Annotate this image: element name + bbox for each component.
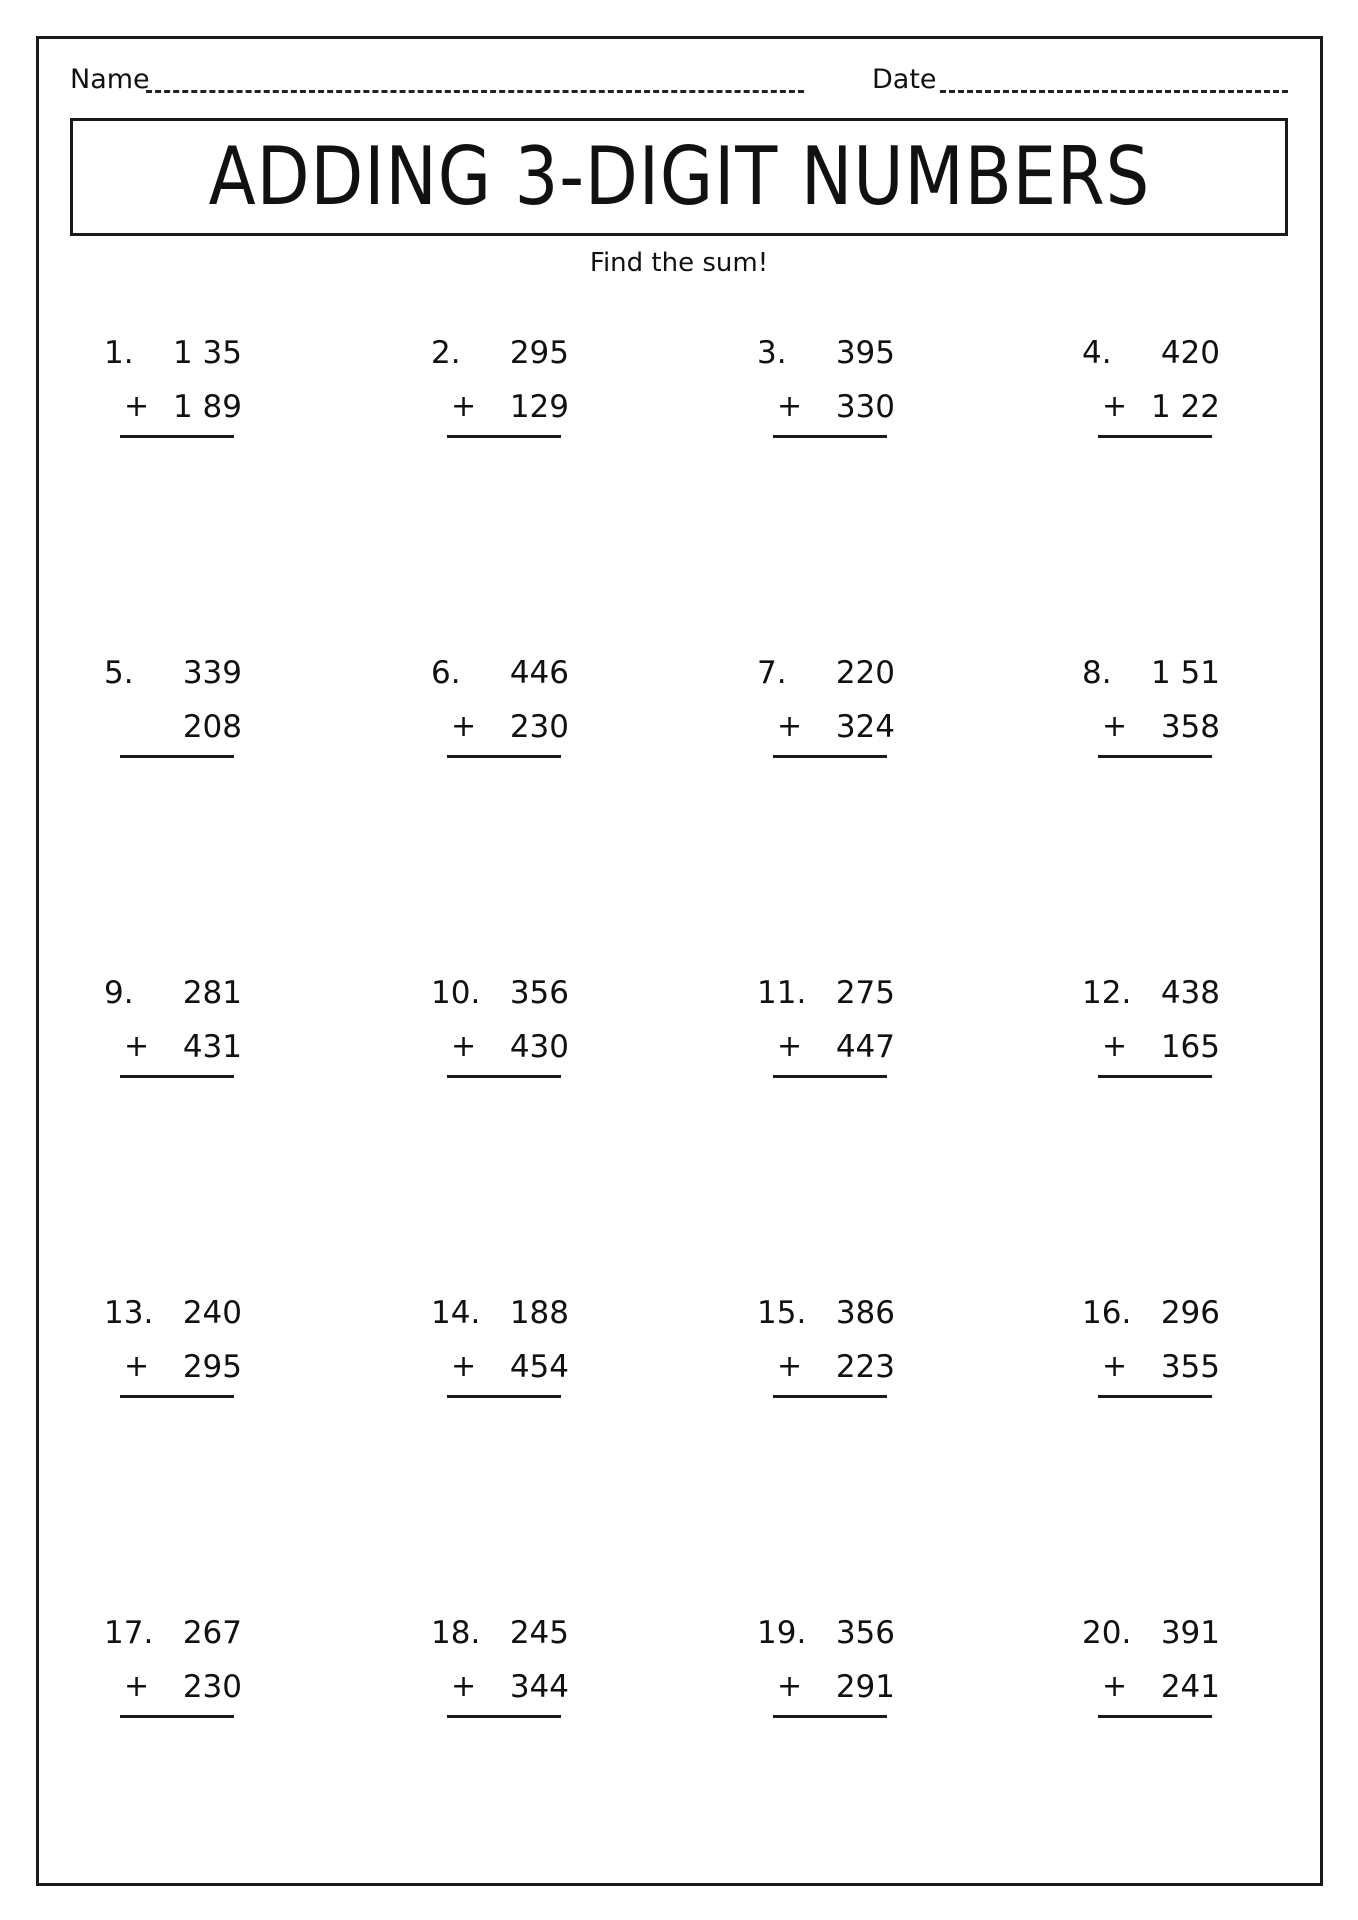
problem-number: 8. [1082, 655, 1112, 691]
plus-sign: + [777, 1029, 803, 1064]
page-title: ADDING 3-DIGIT NUMBERS [208, 130, 1150, 223]
plus-sign: + [1102, 709, 1128, 744]
addend-top: 295 [509, 335, 569, 371]
answer-line[interactable] [447, 1395, 561, 1398]
problem-18 [431, 1615, 691, 1755]
problem-12 [1082, 975, 1342, 1115]
plus-sign: + [124, 1669, 150, 1704]
addend-bottom: 291 [835, 1669, 895, 1705]
problem-10 [431, 975, 691, 1115]
addend-top: 420 [1160, 335, 1220, 371]
plus-sign: + [451, 1669, 477, 1704]
addend-top: 395 [835, 335, 895, 371]
instruction-text: Find the sum! [589, 248, 769, 278]
answer-line[interactable] [120, 435, 234, 438]
addend-top: 281 [182, 975, 242, 1011]
problem-4 [1082, 335, 1342, 475]
addend-top: 356 [835, 1615, 895, 1651]
plus-sign: + [124, 389, 150, 424]
problem-number: 20. [1082, 1615, 1132, 1651]
addend-top: 391 [1160, 1615, 1220, 1651]
answer-line[interactable] [1098, 1075, 1212, 1078]
answer-line[interactable] [773, 755, 887, 758]
addend-top: 245 [509, 1615, 569, 1651]
answer-line[interactable] [1098, 755, 1212, 758]
problem-number: 17. [104, 1615, 154, 1651]
addend-bottom: 447 [835, 1029, 895, 1065]
plus-sign: + [451, 709, 477, 744]
answer-line[interactable] [773, 1075, 887, 1078]
plus-sign: + [1102, 1349, 1128, 1384]
addend-top: 296 [1160, 1295, 1220, 1331]
name-label: Name [70, 64, 150, 95]
problem-3 [757, 335, 1017, 475]
problem-number: 9. [104, 975, 134, 1011]
addend-bottom: 330 [835, 389, 895, 425]
answer-line[interactable] [447, 1715, 561, 1718]
addend-bottom: 295 [182, 1349, 242, 1385]
addend-bottom: 129 [509, 389, 569, 425]
problem-number: 19. [757, 1615, 807, 1651]
addend-top: 275 [835, 975, 895, 1011]
plus-sign: + [451, 1029, 477, 1064]
addend-bottom: 430 [509, 1029, 569, 1065]
problem-number: 12. [1082, 975, 1132, 1011]
addend-bottom: 431 [182, 1029, 242, 1065]
addend-bottom: 355 [1160, 1349, 1220, 1385]
addend-top: 220 [835, 655, 895, 691]
problem-number: 2. [431, 335, 461, 371]
problem-number: 11. [757, 975, 807, 1011]
problem-number: 13. [104, 1295, 154, 1331]
plus-sign: + [451, 1349, 477, 1384]
answer-line[interactable] [773, 1395, 887, 1398]
answer-line[interactable] [120, 755, 234, 758]
addend-bottom: 324 [835, 709, 895, 745]
addend-bottom: 208 [182, 709, 242, 745]
answer-line[interactable] [120, 1395, 234, 1398]
problem-16 [1082, 1295, 1342, 1435]
addend-bottom: 454 [509, 1349, 569, 1385]
plus-sign: + [451, 389, 477, 424]
answer-line[interactable] [447, 755, 561, 758]
addend-top: 356 [509, 975, 569, 1011]
addend-bottom: 344 [509, 1669, 569, 1705]
plus-sign: + [1102, 1029, 1128, 1064]
plus-sign: + [1102, 389, 1128, 424]
addend-top: 339 [182, 655, 242, 691]
problem-7 [757, 655, 1017, 795]
problem-number: 6. [431, 655, 461, 691]
problem-number: 15. [757, 1295, 807, 1331]
problem-20 [1082, 1615, 1342, 1755]
addend-bottom: 223 [835, 1349, 895, 1385]
problem-number: 14. [431, 1295, 481, 1331]
problem-19 [757, 1615, 1017, 1755]
plus-sign: + [124, 1349, 150, 1384]
problem-number: 4. [1082, 335, 1112, 371]
problem-17 [104, 1615, 364, 1755]
problem-number: 10. [431, 975, 481, 1011]
problem-6 [431, 655, 691, 795]
problem-11 [757, 975, 1017, 1115]
answer-line[interactable] [1098, 1715, 1212, 1718]
problem-number: 3. [757, 335, 787, 371]
problem-14 [431, 1295, 691, 1435]
answer-line[interactable] [120, 1715, 234, 1718]
problem-5 [104, 655, 364, 795]
answer-line[interactable] [1098, 1395, 1212, 1398]
addend-top: 267 [182, 1615, 242, 1651]
problem-2 [431, 335, 691, 475]
addend-bottom: 230 [509, 709, 569, 745]
problem-number: 5. [104, 655, 134, 691]
answer-line[interactable] [120, 1075, 234, 1078]
problem-15 [757, 1295, 1017, 1435]
addend-top: 1 35 [172, 335, 242, 371]
addend-bottom: 1 89 [172, 389, 242, 425]
addend-bottom: 1 22 [1150, 389, 1220, 425]
problem-number: 18. [431, 1615, 481, 1651]
problem-1 [104, 335, 364, 475]
plus-sign: + [124, 1029, 150, 1064]
addend-bottom: 358 [1160, 709, 1220, 745]
problem-8 [1082, 655, 1342, 795]
addend-top: 438 [1160, 975, 1220, 1011]
answer-line[interactable] [447, 1075, 561, 1078]
answer-line[interactable] [773, 1715, 887, 1718]
addend-bottom: 230 [182, 1669, 242, 1705]
problem-number: 16. [1082, 1295, 1132, 1331]
problem-13 [104, 1295, 364, 1435]
answer-line[interactable] [1098, 435, 1212, 438]
problem-number: 1. [104, 335, 134, 371]
plus-sign: + [777, 1669, 803, 1704]
addend-top: 386 [835, 1295, 895, 1331]
problem-9 [104, 975, 364, 1115]
answer-line[interactable] [447, 435, 561, 438]
addend-top: 446 [509, 655, 569, 691]
answer-line[interactable] [773, 435, 887, 438]
plus-sign: + [777, 1349, 803, 1384]
addend-bottom: 165 [1160, 1029, 1220, 1065]
addend-top: 188 [509, 1295, 569, 1331]
addend-top: 1 51 [1150, 655, 1220, 691]
addend-bottom: 241 [1160, 1669, 1220, 1705]
addend-top: 240 [182, 1295, 242, 1331]
plus-sign: + [777, 389, 803, 424]
plus-sign: + [777, 709, 803, 744]
date-label: Date [872, 64, 937, 95]
problem-number: 7. [757, 655, 787, 691]
plus-sign: + [1102, 1669, 1128, 1704]
